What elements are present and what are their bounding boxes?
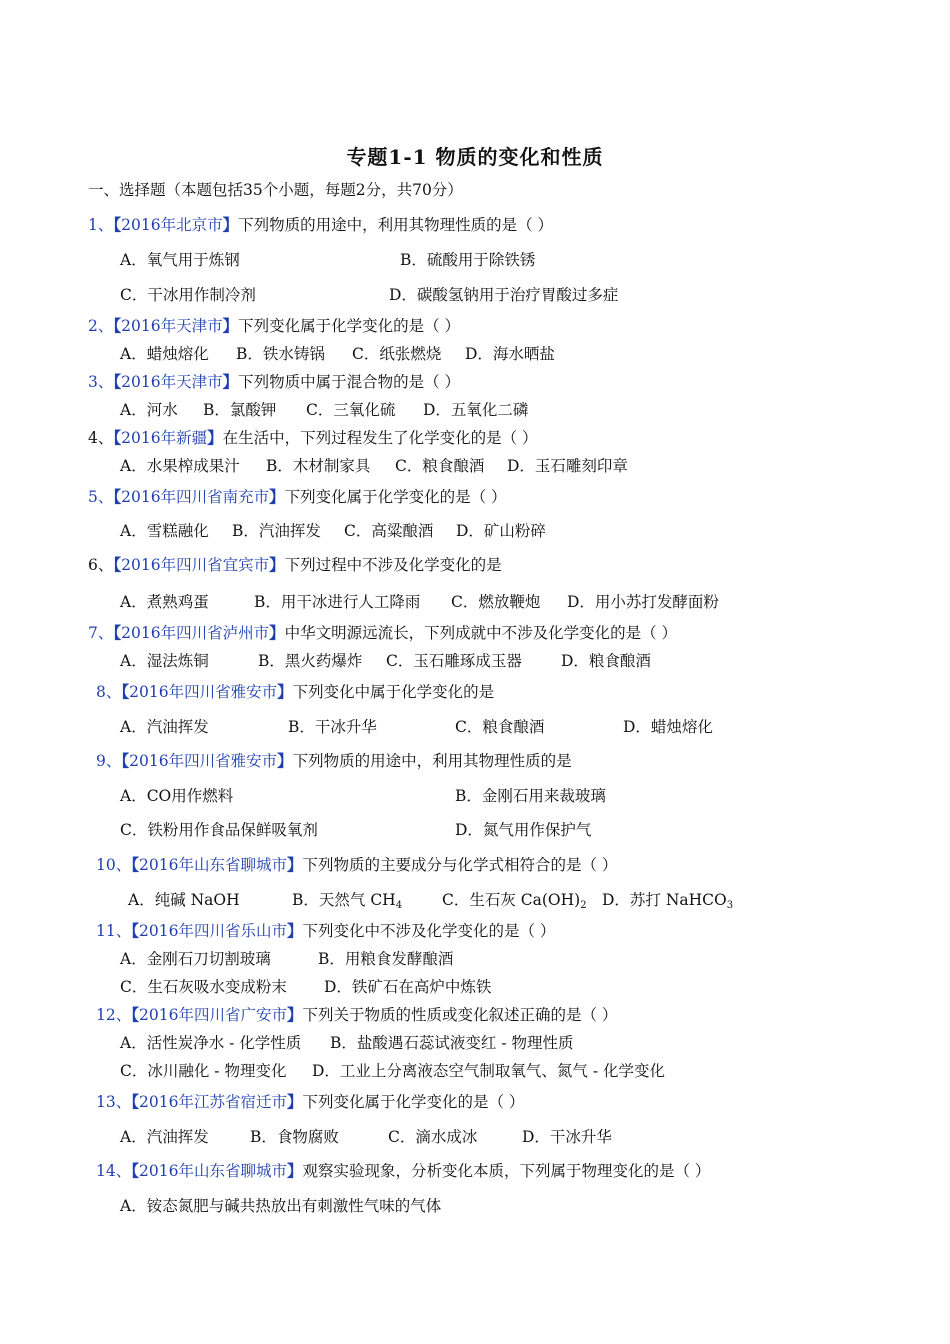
- question-number: 3、: [88, 373, 114, 391]
- option-text: D．苏打 NaHCO: [602, 891, 727, 909]
- section-heading: 一、选择题（本题包括35个小题，每题2分，共70分）: [88, 181, 463, 199]
- option: C．生石灰吸水变成粉末: [120, 978, 287, 996]
- question-stem: 下列变化属于化学变化的是（ ）: [302, 1093, 525, 1111]
- question-stem: 下列物质的用途中，利用其物理性质的是（ ）: [238, 216, 554, 234]
- option: C．粮食酿酒: [455, 718, 545, 736]
- option: B．黑火药爆炸: [258, 652, 363, 670]
- question-stem: 在生活中，下列过程发生了化学变化的是（ ）: [222, 429, 538, 447]
- option: A．活性炭净水 - 化学性质: [120, 1034, 302, 1052]
- option: B．用干冰进行人工降雨: [254, 593, 421, 611]
- question-12: 12、【2016年四川省广安市】下列关于物质的性质或变化叙述正确的是（ ）: [96, 1005, 618, 1024]
- subscript: 4: [395, 900, 403, 911]
- subscript: 2: [580, 900, 587, 911]
- option: B．汽油挥发: [232, 522, 321, 540]
- question-source: 2016年四川省泸州市: [121, 624, 270, 642]
- option: B．氯酸钾: [203, 401, 277, 419]
- option: D．五氧化二磷: [423, 401, 529, 419]
- question-source: 2016年四川省乐山市: [139, 922, 287, 940]
- option: B．硫酸用于除铁锈: [400, 251, 536, 269]
- question-13: 13、【2016年江苏省宿迁市】下列变化属于化学变化的是（ ）: [96, 1092, 525, 1111]
- option: A．河水: [120, 401, 178, 419]
- option: C．干冰用作制冷剂: [120, 286, 256, 304]
- question-source: 2016年天津市: [121, 373, 223, 391]
- question-source: 2016年北京市: [121, 216, 223, 234]
- option: A．金刚石刀切割玻璃: [120, 950, 271, 968]
- option: C．冰川融化 - 物理变化: [120, 1062, 287, 1080]
- option: C．粮食酿酒: [395, 457, 485, 475]
- question-number: 9、: [96, 752, 122, 770]
- question-stem: 下列变化中属于化学变化的是: [292, 683, 495, 701]
- question-number: 2、: [88, 317, 114, 335]
- option: A．铵态氮肥与碱共热放出有刺激性气味的气体: [120, 1197, 442, 1215]
- option: A．雪糕融化: [120, 522, 209, 540]
- option: [292, 890, 402, 910]
- option: A．汽油挥发: [120, 1128, 209, 1146]
- question-4: 4、【2016年新疆】在生活中，下列过程发生了化学变化的是（ ）: [88, 428, 538, 447]
- question-2: 2、【2016年天津市】下列变化属于化学变化的是（ ）: [88, 316, 461, 335]
- question-1: 1、【2016年北京市】下列物质的用途中，利用其物理性质的是（ ）: [88, 215, 554, 234]
- question-source: 2016年四川省宜宾市: [121, 556, 270, 574]
- question-stem: 下列变化中不涉及化学变化的是（ ）: [302, 922, 556, 940]
- question-stem: 下列变化属于化学变化的是（ ）: [284, 488, 507, 506]
- option: D．粮食酿酒: [561, 652, 651, 670]
- question-stem: 下列物质的主要成分与化学式相符合的是（ ）: [302, 856, 618, 874]
- option: D．矿山粉碎: [456, 522, 546, 540]
- question-number: 10、: [96, 856, 132, 874]
- option: A．CO用作燃料: [120, 787, 234, 805]
- question-stem: 下列变化属于化学变化的是（ ）: [238, 317, 461, 335]
- option: A．蜡烛熔化: [120, 345, 209, 363]
- question-source: 2016年四川省雅安市: [129, 683, 278, 701]
- option: A．汽油挥发: [120, 718, 209, 736]
- option: B．盐酸遇石蕊试液变红 - 物理性质: [330, 1034, 574, 1052]
- question-3: 3、【2016年天津市】下列物质中属于混合物的是（ ）: [88, 372, 461, 391]
- option: D．干冰升华: [522, 1128, 612, 1146]
- subscript: 3: [726, 900, 734, 911]
- option: C．玉石雕琢成玉器: [386, 652, 522, 670]
- question-stem: 下列关于物质的性质或变化叙述正确的是（ ）: [302, 1006, 618, 1024]
- option: B．木材制家具: [266, 457, 371, 475]
- question-number: 5、: [88, 488, 114, 506]
- option: C．高粱酿酒: [344, 522, 434, 540]
- question-number: 7、: [88, 624, 114, 642]
- option: C．铁粉用作食品保鲜吸氧剂: [120, 821, 318, 839]
- option: [602, 890, 733, 910]
- question-number: 8、: [96, 683, 122, 701]
- question-number: 11、: [96, 922, 132, 940]
- question-number: 13、: [96, 1093, 132, 1111]
- question-stem: 下列过程中不涉及化学变化的是: [284, 556, 502, 574]
- question-source: 2016年山东省聊城市: [139, 1162, 287, 1180]
- option: D．玉石雕刻印章: [507, 457, 628, 475]
- question-number: 14、: [96, 1162, 132, 1180]
- question-source: 2016年四川省南充市: [121, 488, 270, 506]
- question-stem: 观察实验现象，分析变化本质，下列属于物理变化的是（ ）: [302, 1162, 711, 1180]
- question-stem: 下列物质中属于混合物的是（ ）: [238, 373, 461, 391]
- question-number: 12、: [96, 1006, 132, 1024]
- question-source: 2016年江苏省宿迁市: [139, 1093, 287, 1111]
- question-5: 5、【2016年四川省南充市】下列变化属于化学变化的是（ ）: [88, 487, 507, 506]
- question-number: 6、: [88, 556, 114, 574]
- option: A．水果榨成果汁: [120, 457, 240, 475]
- option: B．金刚石用来裁玻璃: [455, 787, 606, 805]
- option-text: C．生石灰 Ca(OH): [442, 891, 581, 909]
- question-10: 10、【2016年山东省聊城市】下列物质的主要成分与化学式相符合的是（ ）: [96, 855, 618, 874]
- option: C．燃放鞭炮: [451, 593, 541, 611]
- option-text: B．天然气 CH: [292, 891, 396, 909]
- option: A．氧气用于炼钢: [120, 251, 240, 269]
- option: D．海水晒盐: [465, 345, 555, 363]
- option: B．食物腐败: [250, 1128, 339, 1146]
- question-stem: 下列物质的用途中，利用其物理性质的是: [292, 752, 572, 770]
- option: B．用粮食发酵酿酒: [318, 950, 454, 968]
- question-number: 4、: [88, 429, 114, 447]
- option: D．碳酸氢钠用于治疗胃酸过多症: [389, 286, 619, 304]
- option: B．铁水铸锅: [236, 345, 325, 363]
- option: C．三氧化硫: [306, 401, 396, 419]
- question-6: 6、【2016年四川省宜宾市】下列过程中不涉及化学变化的是: [88, 555, 502, 574]
- option: C．滴水成冰: [388, 1128, 478, 1146]
- option: D．用小苏打发酵面粉: [567, 593, 719, 611]
- option: C．纸张燃烧: [352, 345, 442, 363]
- question-source: 2016年山东省聊城市: [139, 856, 287, 874]
- question-source: 2016年四川省雅安市: [129, 752, 278, 770]
- question-9: 9、【2016年四川省雅安市】下列物质的用途中，利用其物理性质的是: [96, 751, 572, 770]
- page-title: 专题1-1 物质的变化和性质: [346, 145, 604, 169]
- option: B．干冰升华: [288, 718, 377, 736]
- question-source: 2016年天津市: [121, 317, 223, 335]
- option: D．工业上分离液态空气制取氧气、氮气 - 化学变化: [312, 1062, 666, 1080]
- option: [442, 890, 587, 910]
- option: A．湿法炼铜: [120, 652, 209, 670]
- question-7: 7、【2016年四川省泸州市】中华文明源远流长，下列成就中不涉及化学变化的是（ ）: [88, 623, 678, 642]
- option: A．纯碱 NaOH: [128, 891, 240, 909]
- question-14: 14、【2016年山东省聊城市】观察实验现象，分析变化本质，下列属于物理变化的是（ ）: [96, 1161, 711, 1180]
- question-8: 8、【2016年四川省雅安市】下列变化中属于化学变化的是: [96, 682, 495, 701]
- question-source: 2016年新疆: [121, 429, 208, 447]
- option: D．蜡烛熔化: [623, 718, 713, 736]
- question-stem: 中华文明源远流长，下列成就中不涉及化学变化的是（ ）: [284, 624, 678, 642]
- question-source: 2016年四川省广安市: [139, 1006, 287, 1024]
- question-11: 11、【2016年四川省乐山市】下列变化中不涉及化学变化的是（ ）: [96, 921, 556, 940]
- option: A．煮熟鸡蛋: [120, 593, 209, 611]
- option: D．氮气用作保护气: [455, 821, 592, 839]
- option: D．铁矿石在高炉中炼铁: [324, 978, 492, 996]
- question-number: 1、: [88, 216, 114, 234]
